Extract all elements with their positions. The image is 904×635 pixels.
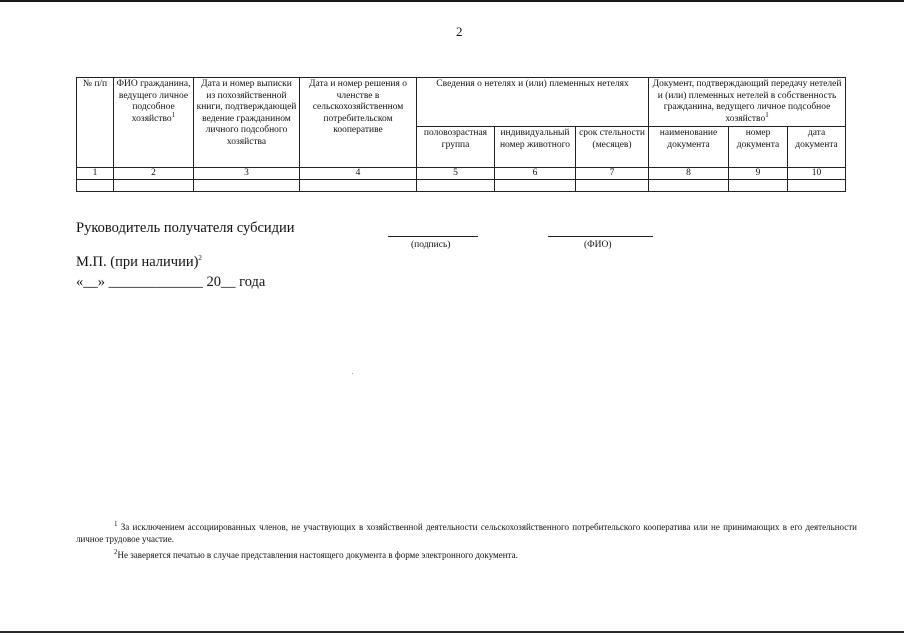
table-cell xyxy=(576,180,649,192)
table-cell xyxy=(77,180,114,192)
header-household-extract: Дата и номер выписки из похозяйственной книги, подтверждающей ведение гражданином личного подсобного хозяйства xyxy=(194,78,300,168)
column-number: 9 xyxy=(729,168,788,180)
table-row xyxy=(77,180,846,192)
fio-line xyxy=(548,236,653,237)
table-cell xyxy=(300,180,417,192)
column-number-row xyxy=(77,168,846,180)
column-number: 6 xyxy=(495,168,576,180)
table-cell xyxy=(114,180,194,192)
header-fio xyxy=(114,78,194,168)
column-number: 7 xyxy=(576,168,649,180)
footnote-1-mark: 1 xyxy=(114,520,118,528)
scan-top-border xyxy=(0,0,904,2)
stamp-note-text: М.П. (при наличии) xyxy=(76,254,199,270)
header-heifers-group: Сведения о нетелях и (или) племенных нетелях xyxy=(417,78,649,127)
header-document-number: номер документа xyxy=(729,127,788,168)
page-number: 2 xyxy=(456,24,463,39)
footnote-ref-1: 1 xyxy=(171,110,176,119)
column-number: 5 xyxy=(417,168,495,180)
table-cell xyxy=(194,180,300,192)
header-pregnancy-term: срок стельности (месяцев) xyxy=(576,127,649,168)
column-number: 4 xyxy=(300,168,417,180)
header-document-name: наименование документа xyxy=(649,127,729,168)
table-cell xyxy=(417,180,495,192)
table-cell xyxy=(495,180,576,192)
recipient-head-label: Руководитель получателя субсидии xyxy=(76,220,295,236)
footnote-2-text: Не заверяется печатью в случае представления настоящего документа в форме электронного документа. xyxy=(117,550,518,560)
footnote-1-text: За исключением ассоциированных членов, не участвующих в хозяйственной деятельности сельскохозяйственного потребительского кооператива или не принимающих в его деятельности личное трудовое участие. xyxy=(76,522,857,544)
header-age-sex-group: половозрастная группа xyxy=(417,127,495,168)
heifers-table xyxy=(76,77,846,192)
header-row-number: № п/п xyxy=(77,78,114,168)
header-transfer-document-text: Документ, подтверждающий передачу нетелей и (или) племенных нетелей в собственность гражданина, ведущего личное подсобное хозяйство xyxy=(652,79,842,124)
column-number: 2 xyxy=(114,168,194,180)
header-membership-decision: Дата и номер решения о членстве в сельскохозяйственном потребительском кооперативе xyxy=(300,78,417,168)
header-animal-id: индивидуальный номер животного xyxy=(495,127,576,168)
footnote-1 xyxy=(76,521,857,545)
footnote-2 xyxy=(76,549,857,561)
date-line: «__» _____________ 20__ года xyxy=(76,274,266,290)
scan-bottom-border xyxy=(0,631,904,633)
column-number: 3 xyxy=(194,168,300,180)
table-cell xyxy=(788,180,846,192)
column-number: 10 xyxy=(788,168,846,180)
header-fio-text: ФИО гражданина, ведущего личное подсобное хозяйство xyxy=(116,79,191,124)
table-cell xyxy=(649,180,729,192)
footnote-ref-1b: 1 xyxy=(765,110,769,119)
header-document-date: дата документа xyxy=(788,127,846,168)
column-number: 1 xyxy=(77,168,114,180)
signature-line xyxy=(388,236,478,237)
footnote-2-mark: 2 xyxy=(114,548,118,556)
footnote-ref-2: 2 xyxy=(198,254,202,263)
stamp-note xyxy=(76,254,202,271)
header-transfer-document-group xyxy=(649,78,846,127)
scan-speck xyxy=(352,373,353,374)
table-cell xyxy=(729,180,788,192)
fio-caption: (ФИО) xyxy=(584,240,612,250)
column-number: 8 xyxy=(649,168,729,180)
signature-caption: (подпись) xyxy=(411,240,451,250)
